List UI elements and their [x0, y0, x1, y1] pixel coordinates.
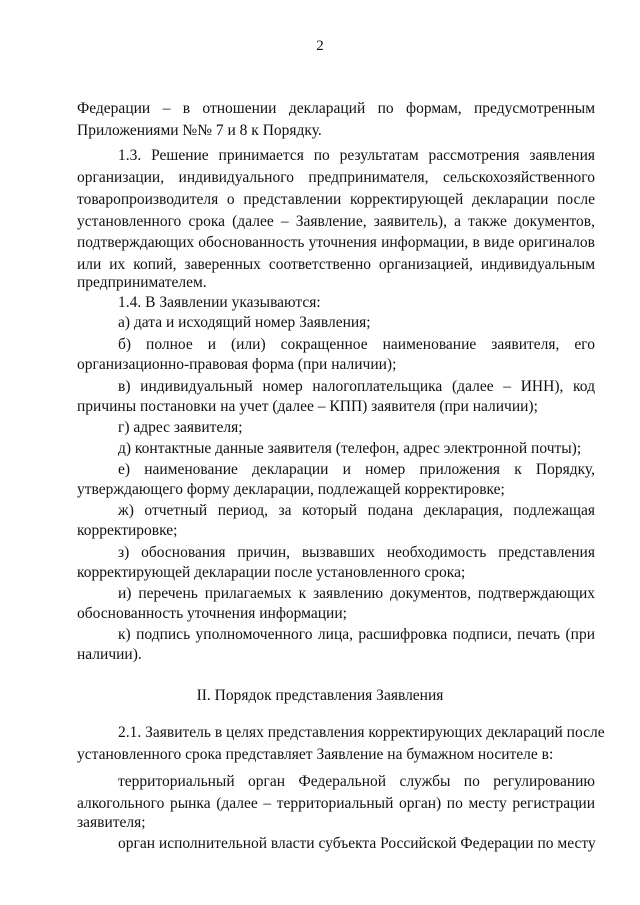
list-item-z: з) обоснования причин, вызвавших необходимость представления	[118, 544, 595, 561]
section-heading: II. Порядок представления Заявления	[196, 687, 444, 704]
paragraph-2-1: 2.1. Заявитель в целях представления корректирующих деклараций после	[118, 724, 605, 741]
paragraph-1-3: 1.3. Решение принимается по результатам рассмотрения заявления	[118, 147, 595, 164]
list-item-k: к) подпись уполномоченного лица, расшифровка подписи, печать (при	[118, 626, 595, 643]
text-line: алкогольного рынка (далее – территориальный орган) по месту регистрации	[77, 795, 595, 812]
list-item-b: б) полное и (или) сокращенное наименование заявителя, его	[118, 336, 595, 353]
text-line: Приложениями №№ 7 и 8 к Порядку.	[77, 122, 322, 139]
text-line: организации, индивидуального предпринимателя, сельскохозяйственного	[77, 169, 595, 186]
text-line: причины постановки на учет (далее – КПП) заявителя (при наличии);	[77, 398, 538, 415]
list-item-e: е) наименование декларации и номер приложения к Порядку,	[118, 461, 595, 478]
list-item-a: а) дата и исходящий номер Заявления;	[118, 314, 371, 331]
text-line: орган исполнительной власти субъекта Российской Федерации по месту	[118, 835, 596, 852]
text-line: наличии).	[77, 646, 142, 663]
page-number: 2	[316, 38, 324, 54]
text-line: или их копий, заверенных соответственно организацией, индивидуальным	[77, 256, 595, 273]
text-line: организационно-правовая форма (при наличии);	[77, 356, 397, 373]
text-line: заявителя;	[77, 814, 146, 831]
list-item-d: д) контактные данные заявителя (телефон, адрес электронной почты);	[118, 440, 582, 457]
text-line: утверждающего форму декларации, подлежащей корректировке;	[77, 481, 505, 498]
text-line: установленного срока представляет Заявление на бумажном носителе в:	[77, 746, 554, 763]
text-line: установленного срока (далее – Заявление, заявитель), а также документов,	[77, 213, 595, 230]
text-line: товаропроизводителя о представлении корректирующей декларации после	[77, 191, 595, 208]
text-line: корректировке;	[77, 522, 178, 539]
text-line: подтверждающих обоснованность уточнения информации, в виде оригиналов	[77, 234, 595, 251]
list-item-zh: ж) отчетный период, за который подана декларация, подлежащая	[118, 502, 595, 519]
text-line: корректирующей декларации после установленного срока;	[77, 564, 466, 581]
list-item-g: г) адрес заявителя;	[118, 419, 243, 436]
text-line: обоснованность уточнения информации;	[77, 605, 347, 622]
text-line: Федерации – в отношении деклараций по формам, предусмотренным	[77, 100, 595, 117]
list-item-i: и) перечень прилагаемых к заявлению документов, подтверждающих	[118, 585, 595, 602]
list-item-v: в) индивидуальный номер налогоплательщика (далее – ИНН), код	[118, 378, 595, 395]
paragraph-1-4: 1.4. В Заявлении указываются:	[118, 294, 321, 311]
text-line: предпринимателем.	[77, 274, 207, 291]
text-line: территориальный орган Федеральной службы по регулированию	[118, 773, 595, 790]
